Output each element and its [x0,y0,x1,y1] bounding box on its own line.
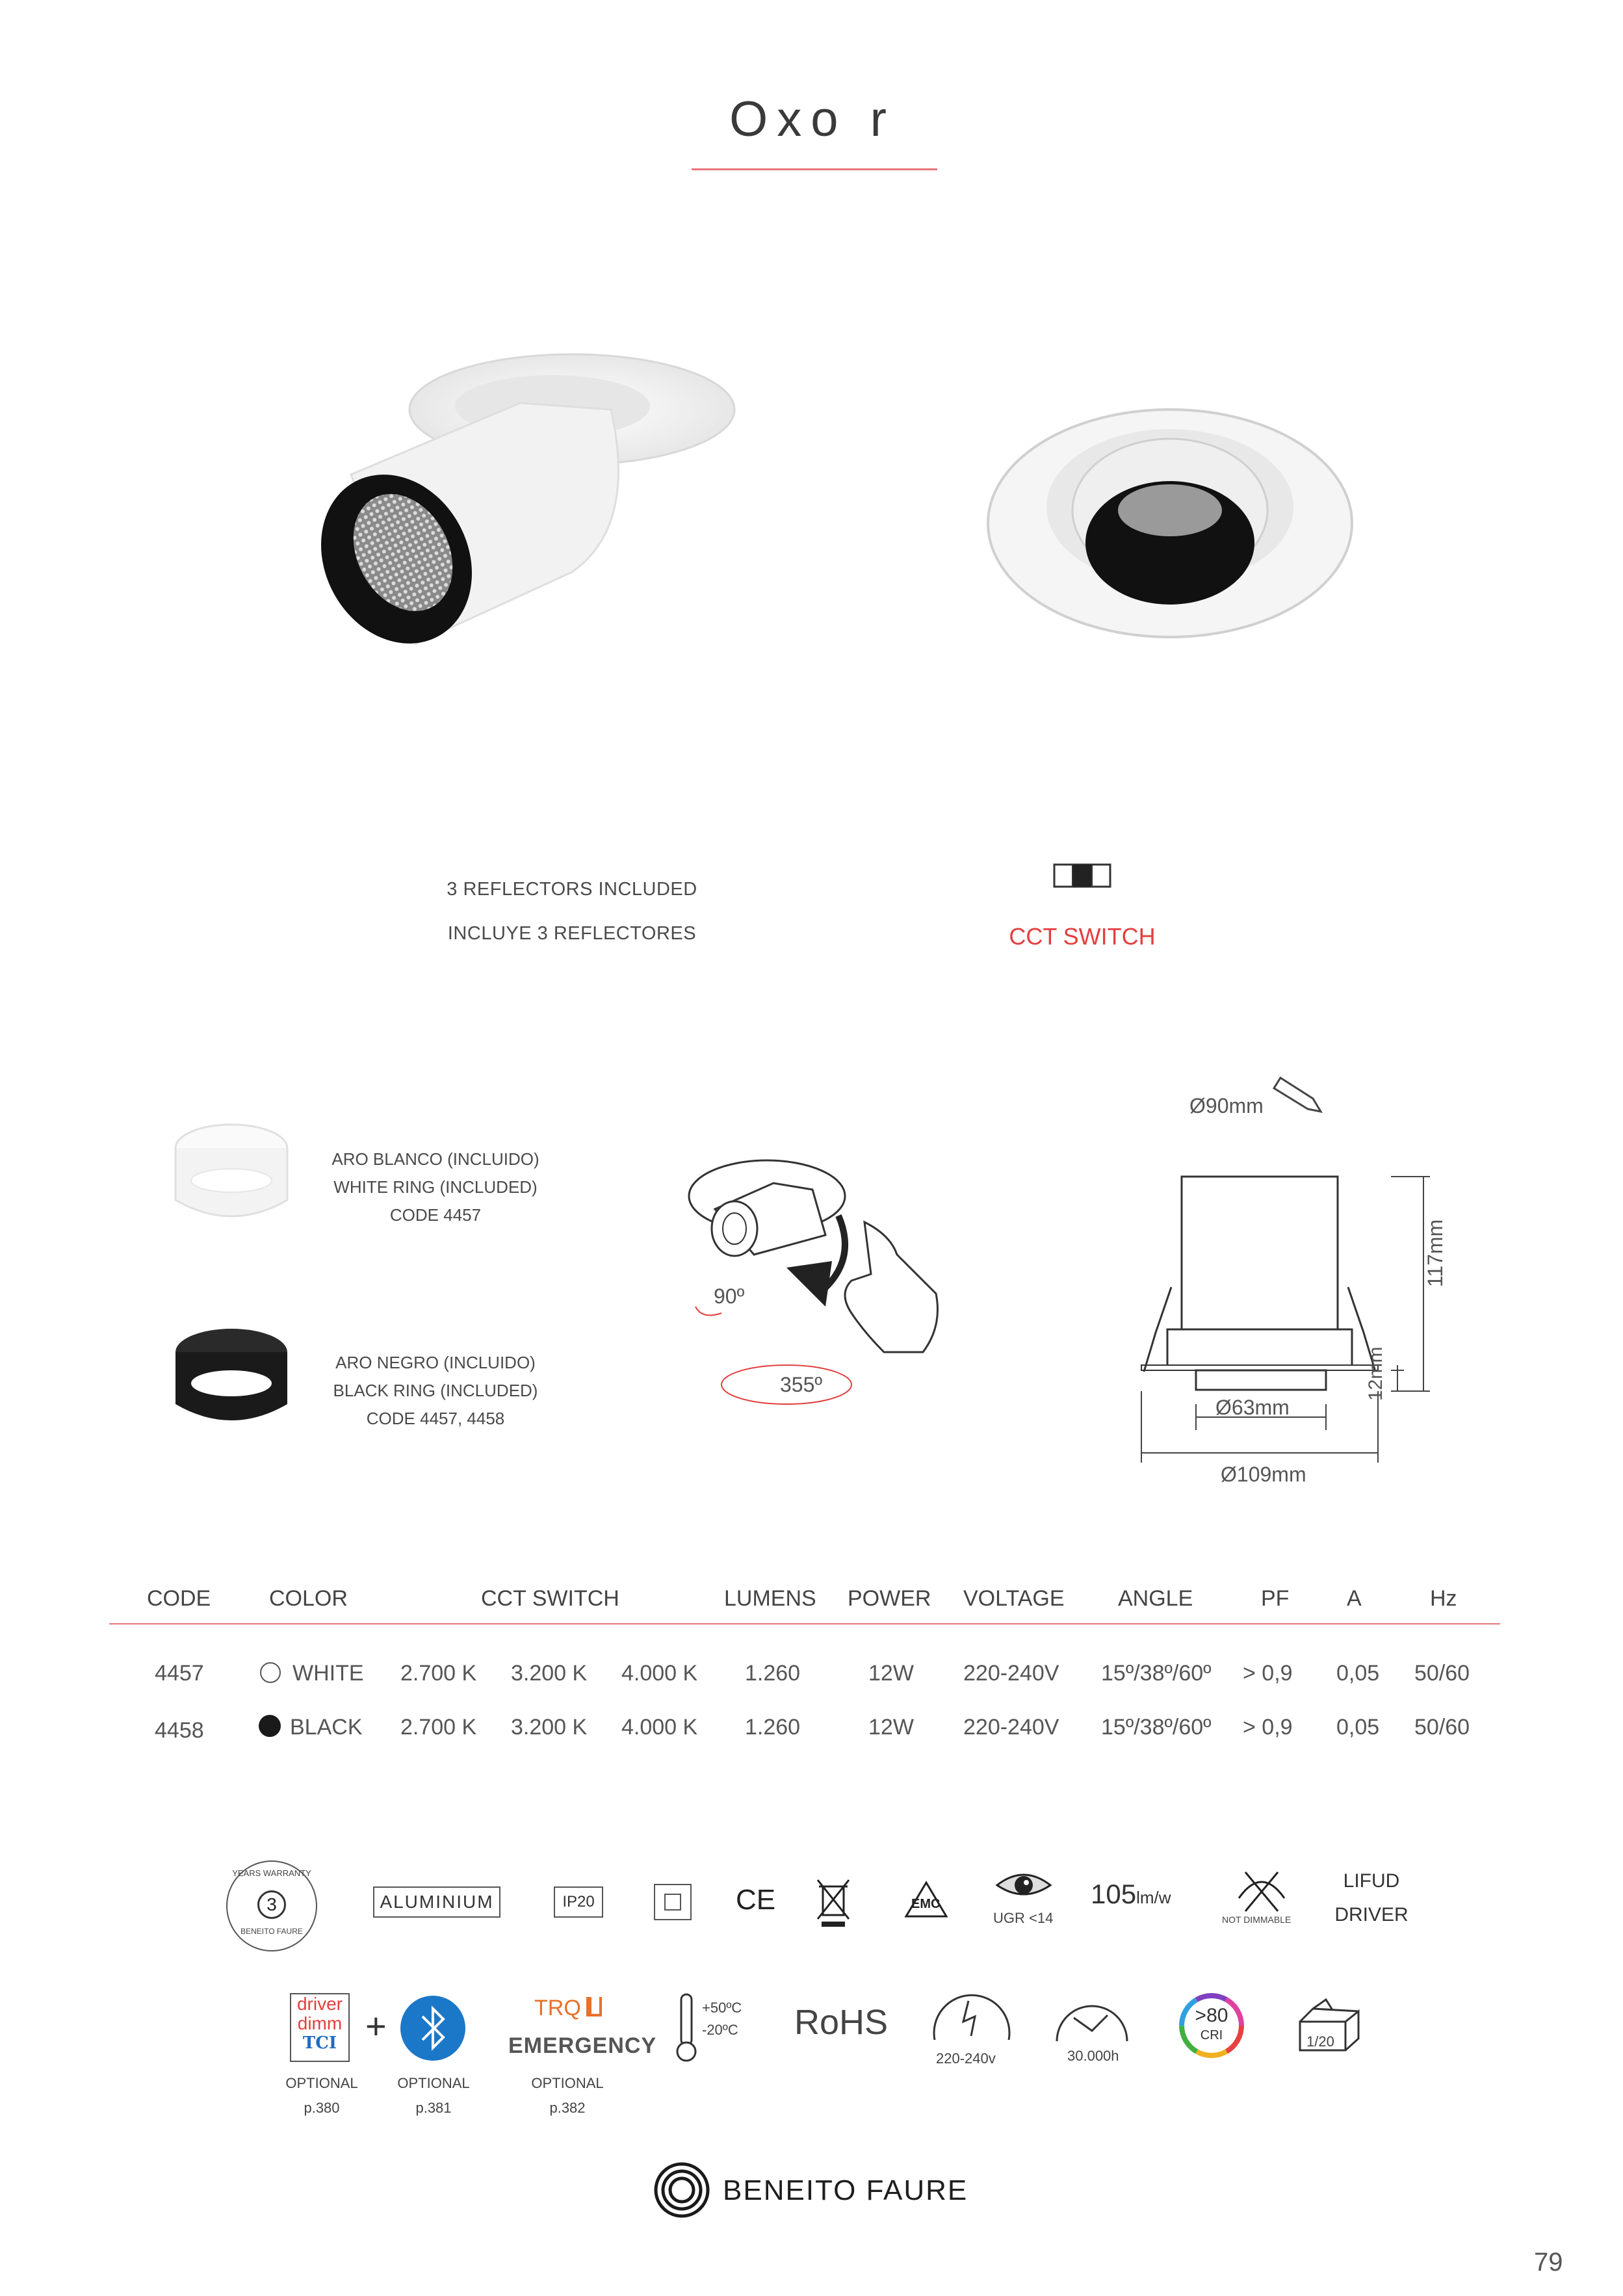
black-ring-line1: ARO NEGRO (INCLUIDO) [335,1353,536,1372]
white-ring-line1: ARO BLANCO (INCLUIDO) [331,1149,539,1169]
lifetime-clock-icon [1053,1989,1131,2048]
row2-code: 4458 [155,1718,204,1743]
driver-line1: LIFUD [1343,1870,1400,1892]
box-quantity: 1/20 [1306,2033,1334,2050]
row1-angle: 15º/38º/60º [1101,1661,1212,1686]
black-ring-line2: BLACK RING (INCLUDED) [333,1381,538,1400]
weee-bin-icon [815,1877,851,1928]
trq-logo: TRQ [534,1996,581,2020]
bluetooth-icon [399,1994,467,2062]
row2-lumens: 1.260 [745,1715,801,1740]
black-ring-image [173,1326,290,1437]
dim-height: 117mm [1423,1219,1447,1287]
driver-dimm-3: TCI [302,2033,337,2053]
cri-value: >80 [1195,2005,1228,2026]
row2-hz: 50/60 [1414,1715,1470,1740]
warranty-bottom-text: BENEITO FAURE [240,1927,303,1936]
row2-pf: > 0,9 [1243,1715,1293,1740]
white-ring-line2: WHITE RING (INCLUDED) [333,1177,538,1197]
row2-angle: 15º/38º/60º [1101,1715,1212,1740]
row2-cct1: 2.700 K [400,1715,477,1740]
plus-sign: + [365,2005,387,2046]
trq-mark-icon [586,1997,602,2016]
row1-code: 4457 [155,1661,204,1686]
th-hz: Hz [1430,1586,1457,1611]
emc-text: EMC [911,1897,941,1911]
cri-label: CRI [1200,2028,1223,2042]
th-a: A [1347,1586,1362,1611]
th-voltage: VOLTAGE [963,1586,1065,1611]
row1-cct3: 4.000 K [621,1661,698,1686]
ce-mark-icon: CE [736,1884,776,1916]
dim-top-diameter: Ø90mm [1189,1094,1264,1117]
product-photo-angled [247,338,741,702]
row1-cct1: 2.700 K [400,1661,477,1686]
white-ring-image [173,1122,290,1233]
class-ii-icon [654,1884,692,1920]
row1-lumens: 1.260 [745,1661,801,1686]
row2-color: BLACK [290,1715,363,1740]
driver-dimm-2: dimm [297,2013,343,2033]
page-number: 79 [1534,2248,1563,2276]
lifetime-label: 30.000h [1067,2048,1119,2064]
voltage-icon [929,1988,1014,2046]
temp-min: -20ºC [702,2022,738,2038]
voltage-label: 220-240v [936,2050,996,2067]
th-angle: ANGLE [1118,1586,1193,1611]
warranty-top-text: YEARS WARRANTY [232,1868,311,1878]
row2-power: 12W [868,1715,914,1740]
eye-icon [994,1868,1053,1901]
cct-switch-label: CCT SWITCH [1009,923,1156,950]
th-pf: PF [1261,1586,1290,1611]
black-ring-line3: CODE 4457, 4458 [366,1409,505,1428]
rohs-label: RoHS [794,2003,889,2042]
product-photo-front [981,403,1358,644]
ip20-badge: IP20 [554,1886,603,1918]
temp-max: +50ºC [702,2000,742,2016]
driver-dimm-1: driver [296,1994,343,2014]
title-underline [692,168,937,170]
tilt-angle-label: 90º [714,1285,745,1308]
page-title: Oxo r [729,92,896,147]
black-dot-icon [259,1715,281,1737]
emergency-label: EMERGENCY [508,2033,657,2058]
not-dimmable-label: NOT DIMMABLE [1222,1914,1292,1925]
efficiency-value [1091,1879,1171,1910]
ugr-label: UGR <14 [993,1910,1054,1926]
thermometer-icon [673,1992,699,2063]
brand-logo-icon [654,2162,710,2218]
row2-cct3: 4.000 K [621,1715,698,1740]
optional-3: OPTIONAL [531,2075,604,2091]
row2-voltage: 220-240V [963,1715,1059,1740]
efficiency-unit: lm/w [1136,1888,1171,1907]
table-header-rule [109,1623,1500,1624]
brand-name: BENEITO FAURE [723,2174,968,2206]
warranty-years: 3 [257,1890,286,1919]
th-color: COLOR [269,1586,348,1611]
page-ref-1[interactable]: p.380 [304,2100,340,2116]
row1-voltage: 220-240V [963,1661,1059,1686]
row2-a: 0,05 [1336,1715,1380,1740]
th-power: POWER [848,1586,931,1611]
dim-outer-diameter: Ø109mm [1221,1463,1306,1486]
reflectors-included-es: INCLUYE 3 REFLECTORES [447,923,697,944]
th-code: CODE [147,1586,211,1611]
dim-depth: 12mm [1365,1346,1386,1401]
row1-pf: > 0,9 [1243,1661,1293,1686]
aluminium-badge: ALUMINIUM [373,1886,500,1918]
row1-power: 12W [868,1661,914,1686]
not-dimmable-icon [1232,1859,1291,1918]
warranty-badge-icon [226,1860,317,1951]
page-ref-3[interactable]: p.382 [549,2100,586,2116]
row1-cct2: 3.200 K [511,1661,588,1686]
white-ring-line3: CODE 4457 [389,1205,482,1225]
reflectors-included-en: 3 REFLECTORS INCLUDED [447,879,697,900]
th-cct: CCT SWITCH [481,1586,619,1611]
row1-a: 0,05 [1336,1661,1380,1686]
th-lumens: LUMENS [724,1586,816,1611]
optional-2: OPTIONAL [397,2075,470,2091]
efficiency-number: 105 [1091,1879,1137,1909]
white-ring-caption [299,1145,572,1229]
row1-hz: 50/60 [1414,1661,1470,1686]
page-ref-2[interactable]: p.381 [415,2100,452,2116]
black-ring-caption [299,1349,572,1433]
dim-inner-diameter: Ø63mm [1215,1396,1290,1419]
cct-switch-icon [1053,863,1111,889]
driver-brand [1326,1864,1417,1932]
rotate-angle-label: 355º [780,1373,823,1396]
optional-1: OPTIONAL [285,2075,358,2091]
row2-cct2: 3.200 K [511,1715,588,1740]
driver-line2: DRIVER [1334,1904,1409,1925]
white-dot-icon [260,1662,281,1683]
driver-dimm-tci-icon [290,1993,350,2062]
row1-color: WHITE [292,1661,364,1686]
